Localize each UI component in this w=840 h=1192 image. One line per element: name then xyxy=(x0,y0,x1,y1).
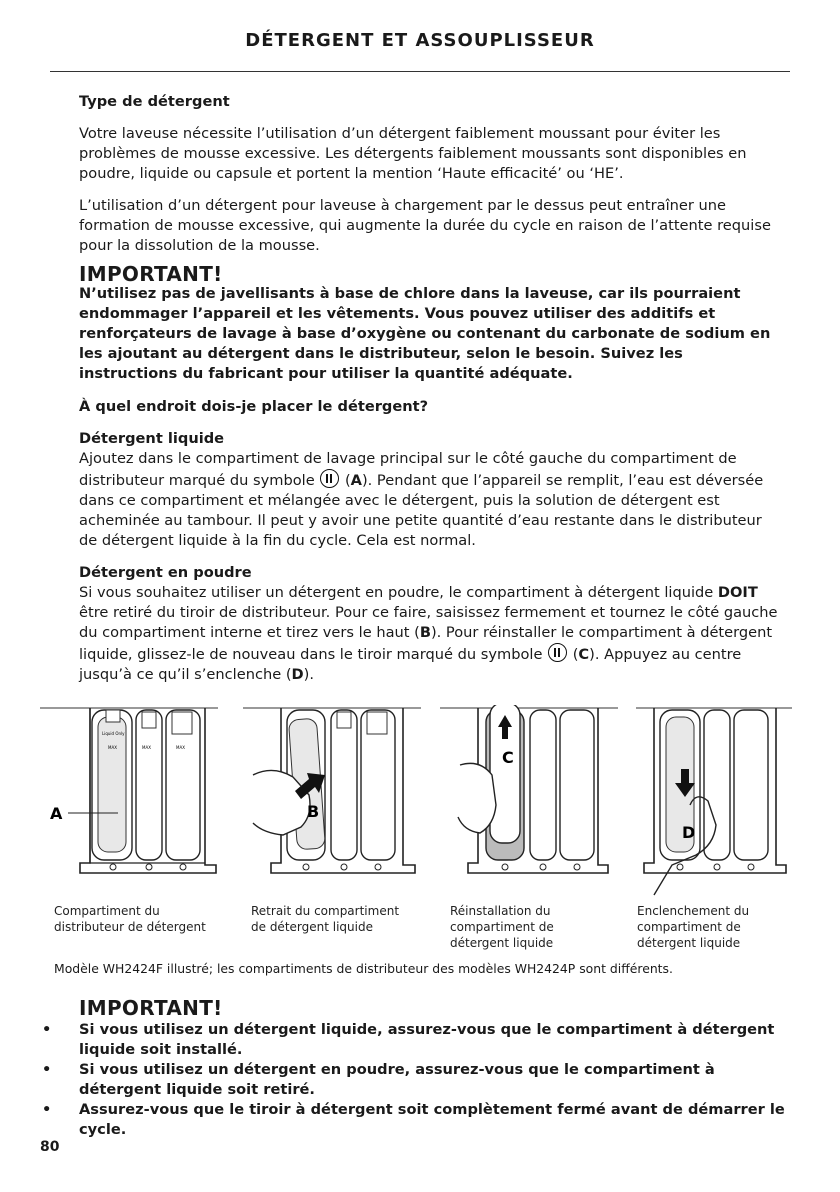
caption-line: Retrait du compartiment xyxy=(251,904,400,918)
powder-text-part-3: ). Pour réinstaller le compartiment à détergent liquide, glissez-le de nouveau dans le tiroir marqué du symbole xyxy=(79,624,773,663)
important-title-1: IMPORTANT! xyxy=(79,262,223,286)
liquid-detergent-heading: Détergent liquide xyxy=(79,430,225,447)
figure-ref-c: C xyxy=(578,646,590,663)
important-bullet-list xyxy=(40,1020,790,1140)
figure-c-reinstall-illustration xyxy=(440,705,620,900)
powder-text-part-5: ). xyxy=(303,666,315,683)
figure-d-caption xyxy=(637,903,749,951)
liquid-text-part-1: Ajoutez dans le compartiment de lavage principal sur le côté gauche du compartiment de distributeur marqué du symbole xyxy=(79,450,737,489)
caption-line: compartiment de xyxy=(637,920,741,934)
page-header-title: DÉTERGENT ET ASSOUPLISSEUR xyxy=(245,30,595,51)
detergent-type-paragraph-1: Votre laveuse nécessite l’utilisation d’un détergent faiblement moussant pour éviter les problèmes de mousse excessive. Les détergents faiblement moussants sont disponibles en poudre, liquide ou capsule et portent la mention ‘Haute efficacité’ ou ‘HE’. xyxy=(79,125,747,182)
figure-ref-a: A xyxy=(350,472,362,489)
powder-detergent-heading: Détergent en poudre xyxy=(79,564,252,581)
main-wash-symbol-icon xyxy=(320,469,339,488)
figure-c-caption xyxy=(450,903,554,951)
liquid-detergent-paragraph: Ajoutez dans le compartiment de lavage principal sur le côté gauche du compartiment de distributeur marqué du symbole (A). Pendant que l’appareil se remplit, l’eau est déversée dans ce compartiment et mélangée avec le détergent, puis la solution de détergent est acheminée au tambour. Il peut y avoir une petite quantité d’eau restante dans le distributeur de détergent liquide à la fin du cycle. Cela est normal. xyxy=(79,450,764,549)
powder-detergent-paragraph: Si vous souhaitez utiliser un détergent en poudre, le compartiment à détergent liquide DOIT être retiré du tiroir de distributeur. Pour ce faire, saisissez fermement et tournez le côté gauche du compartiment interne et tirez vers le haut (B). Pour réinstaller le compartiment à détergent liquide, glissez-le de nouveau dans le tiroir marqué du symbole (C). Appuyez au centre jusqu’à ce qu’il s’enclenche (D). xyxy=(79,584,778,683)
caption-line: détergent liquide xyxy=(637,936,741,950)
bullet-icon: • xyxy=(42,1101,52,1118)
max-label: MAX xyxy=(142,745,151,750)
important-title-2: IMPORTANT! xyxy=(79,996,223,1020)
figure-a-dispenser-illustration xyxy=(40,705,220,900)
detergent-type-paragraph-2: L’utilisation d’un détergent pour laveuse à chargement par le dessus peut entraîner une formation de mousse excessive, qui augmente la durée du cycle en raison de l’attente requise pour la dissolution de la mousse. xyxy=(79,197,771,254)
main-wash-symbol-icon xyxy=(548,643,567,662)
list-item xyxy=(40,1100,790,1140)
caption-line: Compartiment du xyxy=(54,904,160,918)
powder-text-part-4: . Appuyez au centre jusqu’à ce qu’il s’enclenche ( xyxy=(79,646,742,683)
figure-b-caption xyxy=(251,903,399,935)
caption-line: de détergent liquide xyxy=(251,920,373,934)
placement-heading: À quel endroit dois-je placer le détergent? xyxy=(79,398,429,415)
bullet-text: Si vous utilisez un détergent en poudre, assurez-vous que le compartiment à détergent liquide soit retiré. xyxy=(79,1061,715,1098)
bullet-icon: • xyxy=(42,1061,52,1078)
powder-text-part-1: Si vous souhaitez utiliser un détergent en poudre, le compartiment à détergent liquide xyxy=(79,584,718,601)
powder-text-part-2: être retiré du tiroir de distributeur. Pour ce faire, saisissez fermement et tournez le côté gauche du compartiment interne et tirez vers le haut ( xyxy=(79,604,778,641)
detergent-type-heading: Type de détergent xyxy=(79,93,230,110)
liquid-text-part-2: . Pendant que l’appareil se remplit, l’eau est déversée dans ce compartiment et mélangée avec le détergent, puis la solution de détergent est acheminée au tambour. Il peut y avoir une petite quantité d’eau restante dans le distributeur de détergent liquide à la fin du cycle. Cela est normal. xyxy=(79,472,764,549)
caption-line: Réinstallation du xyxy=(450,904,551,918)
caption-line: Enclenchement du xyxy=(637,904,750,918)
page-number: 80 xyxy=(40,1139,60,1155)
figure-ref-d: D xyxy=(291,666,304,683)
figure-a-letter: A xyxy=(50,804,63,823)
dispenser-figures xyxy=(0,705,840,965)
header-divider xyxy=(50,71,790,72)
list-item xyxy=(40,1020,790,1060)
bullet-text: Assurez-vous que le tiroir à détergent soit complètement fermé avant de démarrer le cycle. xyxy=(79,1101,785,1138)
figure-a-caption xyxy=(54,903,206,935)
figure-c-letter: C xyxy=(502,748,514,767)
caption-line: compartiment de xyxy=(450,920,554,934)
max-label: MAX xyxy=(176,745,185,750)
bullet-text: Si vous utilisez un détergent liquide, assurez-vous que le compartiment à détergent liquide soit installé. xyxy=(79,1021,775,1058)
caption-line: détergent liquide xyxy=(450,936,554,950)
bullet-icon: • xyxy=(42,1021,52,1038)
caption-line: distributeur de détergent xyxy=(54,920,206,934)
figure-d-engage-illustration xyxy=(636,705,806,900)
figure-b-letter: B xyxy=(307,802,320,821)
must-emphasis: DOIT xyxy=(717,584,758,601)
main-content xyxy=(79,92,781,685)
figure-d-letter: D xyxy=(682,823,696,842)
liquid-only-label: Liquid Only xyxy=(102,731,125,736)
list-item xyxy=(40,1060,790,1100)
figure-ref-b: B xyxy=(419,624,431,641)
max-label: MAX xyxy=(108,745,117,750)
figure-b-removal-illustration xyxy=(243,705,423,900)
important-text-1: N’utilisez pas de javellisants à base de chlore dans la laveuse, car ils pourraient endommager l’appareil et les vêtements. Vous pouvez utiliser des additifs et renforçateurs de lavage à base d’oxygène ou contenant du carbonate de sodium en les ajoutant au détergent dans le distributeur, selon le besoin. Suivez les instructions du fabricant pour utiliser la quantité adéquate. xyxy=(79,285,771,382)
model-note: Modèle WH2424F illustré; les compartiments de distributeur des modèles WH2424P sont différents. xyxy=(54,961,673,976)
